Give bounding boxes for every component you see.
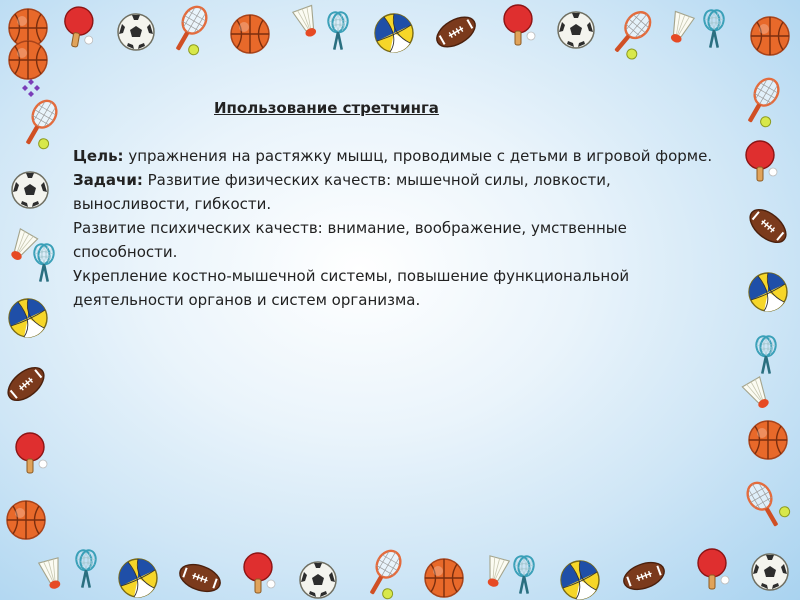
badminton-rackets-icon: [33, 243, 56, 283]
rugby-ball-icon: [432, 11, 480, 53]
volleyball-icon: [9, 299, 47, 337]
rugby-ball-icon: [2, 361, 50, 406]
soccer-ball-icon: [558, 12, 594, 48]
basketball-icon: [425, 559, 463, 597]
slide-body: [73, 96, 713, 312]
basketball-icon: [9, 9, 47, 47]
badminton-rackets-icon: [703, 9, 726, 49]
tennis-racket-icon: [608, 7, 662, 63]
basketball-icon: [9, 41, 47, 79]
badminton-rackets-icon: [755, 335, 778, 375]
basketball-icon: [751, 17, 789, 55]
soccer-ball-icon: [12, 172, 48, 208]
shuttlecock-icon: [39, 558, 66, 591]
goal-label: Цель:: [73, 147, 124, 165]
ping-pong-paddle-icon: [504, 5, 535, 45]
shuttlecock-icon: [6, 229, 38, 264]
tasks-paragraph: [73, 168, 713, 216]
soccer-ball-icon: [300, 562, 336, 598]
ping-pong-paddle-icon: [698, 549, 729, 589]
badminton-rackets-icon: [327, 11, 350, 51]
shuttlecock-icon: [742, 377, 774, 412]
volleyball-icon: [119, 559, 157, 597]
rugby-ball-icon: [620, 558, 668, 595]
ping-pong-paddle-icon: [61, 5, 98, 50]
ping-pong-paddle-icon: [746, 141, 777, 181]
ping-pong-paddle-icon: [16, 433, 47, 473]
basketball-icon: [749, 421, 787, 459]
strength-paragraph: Укрепление костно-мышечной системы, повышение функциональной деятельности органов и систем организма.: [73, 267, 630, 309]
shuttlecock-icon: [665, 11, 694, 45]
slide-heading: Ипользование стретчинга: [214, 99, 439, 117]
rugby-ball-icon: [176, 560, 224, 597]
tennis-racket-icon: [18, 97, 68, 154]
shuttlecock-icon: [482, 556, 509, 589]
soccer-ball-icon: [118, 14, 154, 50]
tennis-racket-icon: [740, 75, 790, 132]
goal-text: упражнения на растяжку мышц, проводимые с детьми в игровой форме.: [123, 147, 713, 165]
basketball-icon: [7, 501, 45, 539]
tennis-racket-icon: [743, 475, 793, 532]
volleyball-icon: [375, 14, 413, 52]
volleyball-icon: [749, 273, 787, 311]
tasks-text: Развитие физических качеств: мышечной силы, ловкости, выносливости, гибкости.: [73, 171, 611, 213]
soccer-ball-icon: [752, 554, 788, 590]
rugby-ball-icon: [744, 203, 792, 248]
basketball-icon: [231, 15, 269, 53]
tennis-racket-icon: [362, 547, 412, 600]
badminton-rackets-icon: [75, 549, 98, 589]
psych-paragraph: Развитие психических качеств: внимание, воображение, умственные способности.: [73, 219, 627, 261]
tennis-racket-icon: [168, 3, 218, 60]
tasks-label: Задачи:: [73, 171, 143, 189]
badminton-rackets-icon: [513, 555, 536, 595]
shuttlecock-icon: [293, 5, 322, 39]
ping-pong-paddle-icon: [244, 553, 275, 593]
volleyball-icon: [561, 561, 599, 599]
goal-paragraph: [73, 144, 713, 168]
diamond-bullet-icon: [21, 78, 41, 98]
